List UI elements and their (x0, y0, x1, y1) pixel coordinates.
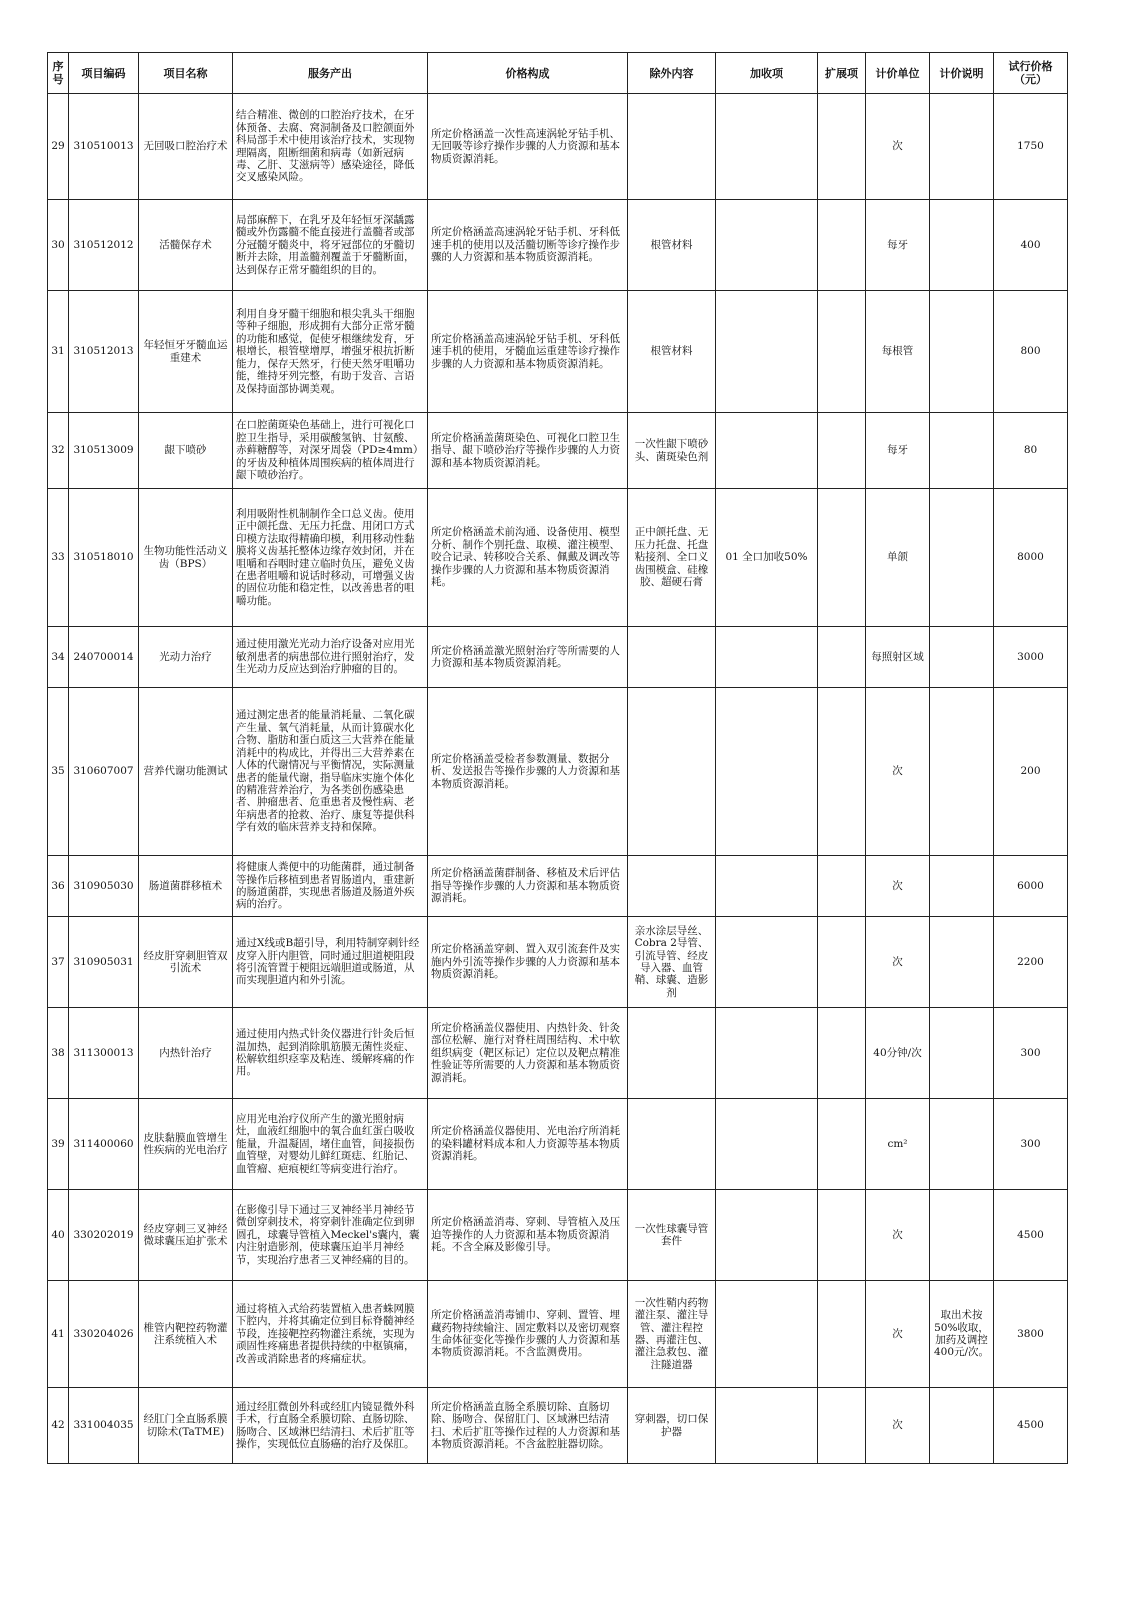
price-cell: 400 (994, 200, 1068, 291)
composition-cell: 所定价格涵盖术前沟通、设备使用、模型分析、制作个别托盘、取模、灌注模型、咬合记录、转移咬合关系、佩戴及调改等操作步骤的人力资源和基本物质资源消耗。 (428, 489, 628, 627)
service-cell: 结合精准、微创的口腔治疗技术，在牙体预备、去腐、窝洞制备及口腔颌面外科局部手术中使用该治疗技术，实现物理隔离，阻断细菌和病毒（如新冠病毒、乙肝、艾滋病等）感染途径，降低交叉感染风险。 (233, 94, 428, 200)
exclude-cell (628, 856, 716, 917)
table-row (48, 413, 1068, 489)
header-cell: 价格构成 (428, 53, 628, 94)
unit-cell: 40分钟/次 (866, 1008, 930, 1099)
table-row (48, 291, 1068, 413)
name-cell: 营养代谢功能测试 (139, 688, 233, 856)
composition-cell: 所定价格涵盖高速涡轮牙钻手机、牙科低速手机的使用以及活髓切断等诊疗操作步骤的人力资源和基本物质资源消耗。 (428, 200, 628, 291)
unit-cell: 次 (866, 1388, 930, 1464)
name-cell: 皮肤黏膜血管增生性疾病的光电治疗 (139, 1099, 233, 1190)
composition-cell: 所定价格涵盖消毒铺巾、穿刺、置管、埋藏药物持续输注、固定敷料以及密切观察生命体征变化等操作步骤的人力资源和基本物质资源消耗。不含监测费用。 (428, 1281, 628, 1388)
unit-cell: 次 (866, 917, 930, 1008)
note-cell (930, 917, 994, 1008)
code-cell: 310510013 (69, 94, 139, 200)
note-cell (930, 413, 994, 489)
serial-cell: 30 (48, 200, 69, 291)
exclude-cell (628, 688, 716, 856)
exclude-cell: 根管材料 (628, 200, 716, 291)
table-row (48, 1008, 1068, 1099)
name-cell: 光动力治疗 (139, 627, 233, 688)
note-cell (930, 489, 994, 627)
extension-cell (818, 1099, 866, 1190)
serial-cell: 36 (48, 856, 69, 917)
unit-cell: 次 (866, 94, 930, 200)
name-cell: 无回吸口腔治疗术 (139, 94, 233, 200)
extension-cell (818, 200, 866, 291)
extension-cell (818, 917, 866, 1008)
unit-cell: 每根管 (866, 291, 930, 413)
composition-cell: 所定价格涵盖穿刺、置入双引流套件及实施内外引流等操作步骤的人力资源和基本物质资源消耗。 (428, 917, 628, 1008)
header-cell: 序号 (48, 53, 69, 94)
name-cell: 内热针治疗 (139, 1008, 233, 1099)
extension-cell (818, 1388, 866, 1464)
table-row (48, 856, 1068, 917)
name-cell: 龈下喷砂 (139, 413, 233, 489)
exclude-cell: 一次性龈下喷砂头、菌斑染色剂 (628, 413, 716, 489)
unit-cell: 次 (866, 1190, 930, 1281)
price-cell: 80 (994, 413, 1068, 489)
surcharge-cell (716, 291, 818, 413)
price-table (47, 52, 1068, 1464)
code-cell: 310607007 (69, 688, 139, 856)
table-row (48, 1190, 1068, 1281)
unit-cell: 次 (866, 856, 930, 917)
price-cell: 800 (994, 291, 1068, 413)
exclude-cell: 一次性鞘内药物灌注泵、灌注导管、灌注程控器、再灌注包、灌注急救包、灌注隧道器 (628, 1281, 716, 1388)
service-cell: 局部麻醉下，在乳牙及年轻恒牙深龋露髓或外伤露髓不能直接进行盖髓者或部分冠髓牙髓炎中，将牙冠部位的牙髓切断并去除，用盖髓剂覆盖于牙髓断面，达到保存正常牙髓组织的目的。 (233, 200, 428, 291)
extension-cell (818, 1008, 866, 1099)
table-row (48, 94, 1068, 200)
note-cell (930, 1099, 994, 1190)
extension-cell (818, 1281, 866, 1388)
composition-cell: 所定价格涵盖一次性高速涡轮牙钻手机、无回吸等诊疗操作步骤的人力资源和基本物质资源消耗。 (428, 94, 628, 200)
exclude-cell: 穿刺器，切口保护器 (628, 1388, 716, 1464)
unit-cell: 每牙 (866, 413, 930, 489)
table-row (48, 627, 1068, 688)
price-cell: 200 (994, 688, 1068, 856)
extension-cell (818, 688, 866, 856)
surcharge-cell (716, 688, 818, 856)
note-cell: 取出术按50%收取，加药及调控400元/次。 (930, 1281, 994, 1388)
code-cell: 330204026 (69, 1281, 139, 1388)
surcharge-cell (716, 627, 818, 688)
unit-cell: cm² (866, 1099, 930, 1190)
service-cell: 利用自身牙髓干细胞和根尖乳头干细胞等种子细胞，形成拥有大部分正常牙髓的功能和感觉，促使牙根继续发育，牙根增长，根管壁增厚，增强牙根抗折断能力，保存天然牙，行使天然牙咀嚼功能，维持牙列完整，有助于发音、言语及保持面部协调美观。 (233, 291, 428, 413)
exclude-cell: 亲水涂层导丝、Cobra 2导管、引流导管、经皮导入器、血管鞘、球囊、造影剂 (628, 917, 716, 1008)
price-cell: 8000 (994, 489, 1068, 627)
name-cell: 肠道菌群移植术 (139, 856, 233, 917)
surcharge-cell (716, 200, 818, 291)
composition-cell: 所定价格涵盖消毒、穿刺、导管植入及压迫等操作的人力资源和基本物质资源消耗。不含全麻及影像引导。 (428, 1190, 628, 1281)
service-cell: 通过使用激光光动力治疗设备对应用光敏剂患者的病患部位进行照射治疗，发生光动力反应达到治疗肿瘤的目的。 (233, 627, 428, 688)
header-cell: 除外内容 (628, 53, 716, 94)
header-cell: 服务产出 (233, 53, 428, 94)
composition-cell: 所定价格涵盖激光照射治疗等所需要的人力资源和基本物质资源消耗。 (428, 627, 628, 688)
header-cell: 项目名称 (139, 53, 233, 94)
price-cell: 4500 (994, 1388, 1068, 1464)
exclude-cell (628, 627, 716, 688)
serial-cell: 34 (48, 627, 69, 688)
serial-cell: 29 (48, 94, 69, 200)
note-cell (930, 1190, 994, 1281)
surcharge-cell (716, 856, 818, 917)
serial-cell: 40 (48, 1190, 69, 1281)
exclude-cell: 正中颌托盘、无压力托盘、托盘粘接剂、全口义齿围模盒、硅橡胶、超硬石膏 (628, 489, 716, 627)
table-row (48, 1388, 1068, 1464)
surcharge-cell (716, 1190, 818, 1281)
exclude-cell: 一次性球囊导管套件 (628, 1190, 716, 1281)
code-cell: 331004035 (69, 1388, 139, 1464)
price-cell: 2200 (994, 917, 1068, 1008)
surcharge-cell (716, 1008, 818, 1099)
extension-cell (818, 489, 866, 627)
unit-cell: 每照射区域 (866, 627, 930, 688)
extension-cell (818, 856, 866, 917)
service-cell: 在口腔菌斑染色基础上，进行可视化口腔卫生指导，采用碳酸氢钠、甘氨酸、赤藓糖醇等，对深牙周袋（PD≥4mm）的牙齿及种植体周围疾病的植体周进行龈下喷砂治疗。 (233, 413, 428, 489)
header-cell: 计价单位 (866, 53, 930, 94)
table-row (48, 917, 1068, 1008)
code-cell: 310512013 (69, 291, 139, 413)
serial-cell: 39 (48, 1099, 69, 1190)
serial-cell: 41 (48, 1281, 69, 1388)
service-cell: 利用吸附性机制制作全口总义齿。使用正中颌托盘、无压力托盘、用闭口方式印模方法取得精确印模，利用移动性黏膜将义齿基托整体边缘存效封闭，并在咀嚼和吞咽时建立临时负压，避免义齿在患者咀嚼和说话时移动，可增强义齿的固位功能和稳定性，以改善患者的咀嚼功能。 (233, 489, 428, 627)
name-cell: 经皮肝穿刺胆管双引流术 (139, 917, 233, 1008)
service-cell: 通过使用内热式针灸仪器进行针灸后恒温加热，起到消除肌筋膜无菌性炎症、松解软组织痉挛及粘连、缓解疼痛的作用。 (233, 1008, 428, 1099)
unit-cell: 次 (866, 688, 930, 856)
serial-cell: 38 (48, 1008, 69, 1099)
unit-cell: 每牙 (866, 200, 930, 291)
exclude-cell (628, 1008, 716, 1099)
service-cell: 通过将植入式给药装置植入患者蛛网膜下腔内，并将其确定位到目标脊髓神经节段，连接靶控药物灌注系统，实现为顽固性疼痛患者提供持续的中枢镇痛，改善或消除患者的疼痛症状。 (233, 1281, 428, 1388)
unit-cell: 单颌 (866, 489, 930, 627)
code-cell: 311400060 (69, 1099, 139, 1190)
extension-cell (818, 1190, 866, 1281)
name-cell: 活髓保存术 (139, 200, 233, 291)
extension-cell (818, 627, 866, 688)
composition-cell: 所定价格涵盖菌斑染色、可视化口腔卫生指导、龈下喷砂治疗等操作步骤的人力资源和基本物质资源消耗。 (428, 413, 628, 489)
service-cell: 应用光电治疗仪所产生的激光照射病灶，血液红细胞中的氧合血红蛋白吸收能量，升温凝固，堵住血管，间接损伤血管壁，对婴幼儿鲜红斑痣、红胎记、血管瘤、疤痕梗红等病变进行治疗。 (233, 1099, 428, 1190)
composition-cell: 所定价格涵盖直肠全系膜切除、直肠切除、肠吻合、保留肛门、区域淋巴结清扫、术后扩肛等操作过程的人力资源和基本物质资源消耗。不含盆腔脏器切除。 (428, 1388, 628, 1464)
name-cell: 椎管内靶控药物灌注系统植入术 (139, 1281, 233, 1388)
price-cell: 1750 (994, 94, 1068, 200)
extension-cell (818, 94, 866, 200)
header-cell: 试行价格（元） (994, 53, 1068, 94)
service-cell: 将健康人粪便中的功能菌群，通过制备等操作后移植到患者胃肠道内，重建新的肠道菌群，实现患者肠道及肠道外疾病的治疗。 (233, 856, 428, 917)
table-row (48, 1099, 1068, 1190)
composition-cell: 所定价格涵盖菌群制备、移植及术后评估指导等操作步骤的人力资源和基本物质资源消耗。 (428, 856, 628, 917)
exclude-cell: 根管材料 (628, 291, 716, 413)
name-cell: 年轻恒牙牙髓血运重建术 (139, 291, 233, 413)
serial-cell: 37 (48, 917, 69, 1008)
serial-cell: 31 (48, 291, 69, 413)
price-cell: 3000 (994, 627, 1068, 688)
table-row (48, 1281, 1068, 1388)
code-cell: 330202019 (69, 1190, 139, 1281)
name-cell: 生物功能性活动义齿（BPS） (139, 489, 233, 627)
service-cell: 通过经肛微创外科或经肛内镜显微外科手术，行直肠全系膜切除、直肠切除、肠吻合、区域淋巴结清扫、术后扩肛等操作，实现低位直肠癌的治疗及保肛。 (233, 1388, 428, 1464)
code-cell: 311300013 (69, 1008, 139, 1099)
table-row (48, 200, 1068, 291)
table-row (48, 489, 1068, 627)
name-cell: 经肛门全直肠系膜切除术(TaTME) (139, 1388, 233, 1464)
table-row (48, 688, 1068, 856)
surcharge-cell (716, 1388, 818, 1464)
header-cell: 项目编码 (69, 53, 139, 94)
price-cell: 3800 (994, 1281, 1068, 1388)
note-cell (930, 856, 994, 917)
header-cell: 加收项 (716, 53, 818, 94)
composition-cell: 所定价格涵盖受检者参数测量、数据分析、发送报告等操作步骤的人力资源和基本物质资源消耗。 (428, 688, 628, 856)
composition-cell: 所定价格涵盖高速涡轮牙钻手机、牙科低速手机的使用，牙髓血运重建等诊疗操作步骤的人力资源和基本物质资源消耗。 (428, 291, 628, 413)
price-cell: 300 (994, 1099, 1068, 1190)
code-cell: 310518010 (69, 489, 139, 627)
header-cell: 扩展项 (818, 53, 866, 94)
header-row (48, 53, 1068, 94)
serial-cell: 42 (48, 1388, 69, 1464)
service-cell: 通过X线或B超引导，利用特制穿刺针经皮穿入肝内胆管，同时通过胆道梗阻段将引流管置于梗阻远端胆道或肠道，从而实现胆道内和外引流。 (233, 917, 428, 1008)
surcharge-cell (716, 94, 818, 200)
note-cell (930, 200, 994, 291)
note-cell (930, 1008, 994, 1099)
service-cell: 在影像引导下通过三叉神经半月神经节微创穿刺技术，将穿刺针准确定位到卵圆孔，球囊导管植入Meckel's囊内，囊内注射造影剂，使球囊压迫半月神经节，实现治疗患者三叉神经痛的目的。 (233, 1190, 428, 1281)
note-cell (930, 1388, 994, 1464)
unit-cell: 次 (866, 1281, 930, 1388)
price-cell: 6000 (994, 856, 1068, 917)
note-cell (930, 291, 994, 413)
surcharge-cell (716, 917, 818, 1008)
serial-cell: 33 (48, 489, 69, 627)
surcharge-cell (716, 1281, 818, 1388)
extension-cell (818, 291, 866, 413)
note-cell (930, 627, 994, 688)
price-cell: 300 (994, 1008, 1068, 1099)
code-cell: 310512012 (69, 200, 139, 291)
serial-cell: 35 (48, 688, 69, 856)
serial-cell: 32 (48, 413, 69, 489)
note-cell (930, 688, 994, 856)
composition-cell: 所定价格涵盖仪器使用、内热针灸、针灸部位松解、施行对脊柱周围结构、术中软组织病变（靶区标记）定位以及靶点精准性验证等所需要的人力资源和基本物质资源消耗。 (428, 1008, 628, 1099)
code-cell: 310513009 (69, 413, 139, 489)
exclude-cell (628, 1099, 716, 1190)
surcharge-cell: 01 全口加收50% (716, 489, 818, 627)
name-cell: 经皮穿刺三叉神经微球囊压迫扩张术 (139, 1190, 233, 1281)
surcharge-cell (716, 1099, 818, 1190)
extension-cell (818, 413, 866, 489)
service-cell: 通过测定患者的能量消耗量、二氧化碳产生量、氧气消耗量，从而计算碳水化合物、脂肪和蛋白质这三大营养在能量消耗中的构成比，并得出三大营养素在人体的代谢情况与平衡情况，实际测量患者的能量代谢，指导临床实施个体化的精准营养治疗，为各类创伤感染患者、肿瘤患者、危重患者及慢性病、老年病患者的抢救、治疗、康复等提供科学有效的临床营养支持和保障。 (233, 688, 428, 856)
code-cell: 310905030 (69, 856, 139, 917)
code-cell: 240700014 (69, 627, 139, 688)
code-cell: 310905031 (69, 917, 139, 1008)
surcharge-cell (716, 413, 818, 489)
note-cell (930, 94, 994, 200)
header-cell: 计价说明 (930, 53, 994, 94)
composition-cell: 所定价格涵盖仪器使用、光电治疗所消耗的染料罐材料成本和人力资源等基本物质资源消耗。 (428, 1099, 628, 1190)
price-cell: 4500 (994, 1190, 1068, 1281)
exclude-cell (628, 94, 716, 200)
